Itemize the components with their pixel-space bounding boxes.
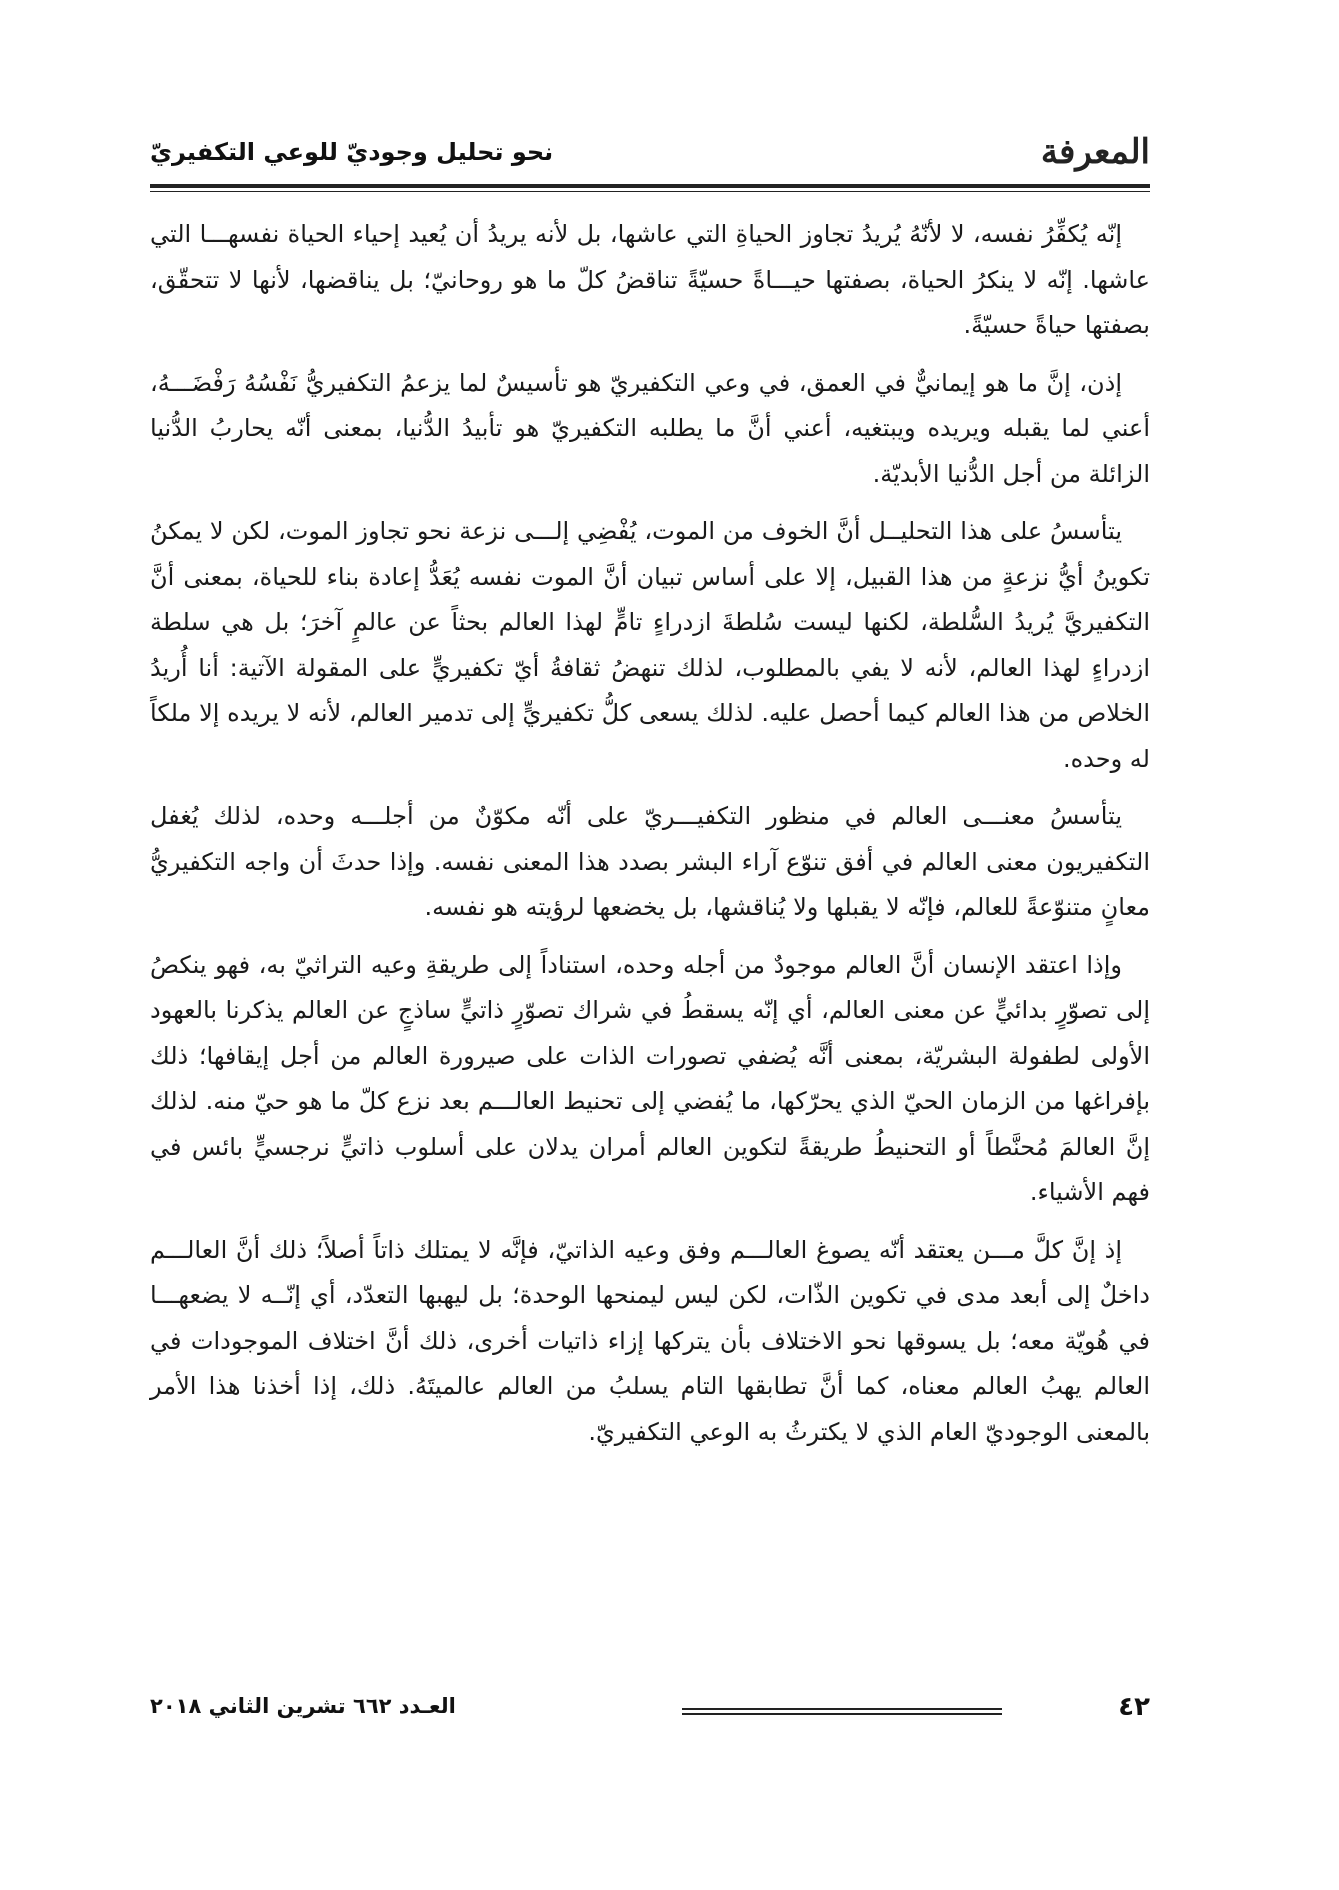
page-header xyxy=(150,128,1150,176)
paragraph-4: يتأسسُ معنـــى العالم في منظور التكفيـــريّ على أنّه مكوّنٌ من أجلـــه وحده، لذلك يُغفل التكفيريون معنى العالم في أفق تنوّع آراء البشر بصدد هذا المعنى نفسه. وإذا حدثَ أن واجه التكفيريُّ معانٍ متنوّعةً للعالم، فإنّه لا يقبلها ولا يُناقشها، بل يخضعها لرؤيته هو نفسه. xyxy=(150,802,1150,921)
header-divider xyxy=(150,184,1150,188)
page-footer xyxy=(150,1692,1150,1732)
paragraph-1: إنّه يُكفِّرُ نفسه، لا لأنّهُ يُريدُ تجاوز الحياةِ التي عاشها، بل لأنه يريدُ أن يُعيد إحياء الحياة نفسهـــا التي عاشها. إنّه لا ينكرُ الحياة، بصفتها حيـــاةً حسيّةً تناقضُ كلّ ما هو روحانيّ؛ بل يناقضها، لأنها لا تتحقّق، بصفتها حياةً حسيّةً. xyxy=(150,220,1150,339)
issue-info: العـدد ٦٦٢ تشرين الثاني ٢٠١٨ xyxy=(150,1694,456,1718)
running-title: نحو تحليل وجوديّ للوعي التكفيريّ xyxy=(150,138,554,166)
article-body xyxy=(150,212,1150,1467)
journal-logo: المعرفة xyxy=(1040,132,1150,172)
page-number: ٤٢ xyxy=(1118,1692,1150,1722)
paragraph-5: وإذا اعتقد الإنسان أنَّ العالم موجودٌ من أجله وحده، استناداً إلى طريقةِ وعيه التراثيّ به، فهو ينكصُ إلى تصوّرٍ بدائيٍّ عن معنى العالم، أي إنّه يسقطُ في شراك تصوّرٍ ذاتيٍّ ساذجٍ عن العالم يذكرنا بالعهود الأولى لطفولة البشريّة، بمعنى أنَّه يُضفي تصورات الذات على صيرورة العالم من أجل إيقافها؛ ذلك بإفراغها من الزمان الحيّ الذي يحرّكها، ما يُفضي إلى تحنيط العالـــم بعد نزع كلّ ما هو حيّ منه. لذلك إنَّ العالمَ مُحنَّطاً أو التحنيطُ طريقةً لتكوين العالم أمران يدلان على أسلوب ذاتيٍّ نرجسيٍّ بائس في فهم الأشياء. xyxy=(150,950,1150,1206)
paragraph-2: إذن، إنَّ ما هو إيمانيٌّ في العمق، في وعي التكفيريّ هو تأسيسٌ لما يزعمُ التكفيريُّ نَفْسُهُ رَفْضَـــهُ، أعني لما يقبله ويريده ويبتغيه، أعني أنَّ ما يطلبه التكفيريّ هو تأبيدُ الدُّنيا، بمعنى أنّه يحاربُ الدُّنيا الزائلة من أجل الدُّنيا الأبديّة. xyxy=(150,368,1150,488)
footer-divider xyxy=(682,1708,1002,1710)
paragraph-6: إذ إنَّ كلَّ مـــن يعتقد أنّه يصوغ العالـــم وفق وعيه الذاتيّ، فإنَّه لا يمتلك ذاتاً أصلاً؛ ذلك أنَّ العالـــم داخلٌ إلى أبعد مدى في تكوين الذّات، لكن ليس ليمنحها الوحدة؛ بل ليهبها التعدّد، أي إنّــه لا يضعهـــا في هُويّة معه؛ بل يسوقها نحو الاختلاف بأن يتركها إزاء ذاتيات أخرى، ذلك أنَّ اختلاف الموجودات في العالم يهبُ العالم معناه، كما أنَّ تطابقها التام يسلبُ من العالم عالميتَهُ. ذلك، إذا أخذنا هذا الأمر بالمعنى الوجوديّ العام الذي لا يكترثُ به الوعي التكفيريّ. xyxy=(150,1235,1150,1446)
paragraph-3: يتأسسُ على هذا التحليــل أنَّ الخوف من الموت، يُفْضِي إلـــى نزعة نحو تجاوز الموت، لكن لا يمكنُ تكوينُ أيُّ نزعةٍ من هذا القبيل، إلا على أساس تبيان أنَّ الموت نفسه يُعَدُّ إعادة بناء للحياة، بمعنى أنَّ التكفيريَّ يُريدُ السُّلطة، لكنها ليست سُلطةَ ازدراءٍ تامٍّ لهذا العالم بحثاً عن عالمٍ آخرَ؛ بل هي سلطة ازدراءٍ لهذا العالم، لأنه لا يفي بالمطلوب، لذلك تنهضُ ثقافةُ أيّ تكفيريٍّ على المقولة الآتية: أنا أُريدُ الخلاص من هذا العالم كيما أحصل عليه. لذلك يسعى كلُّ تكفيريٍّ إلى تدمير العالم، لأنه لا يريده إلا ملكاً له وحده. xyxy=(150,517,1150,773)
